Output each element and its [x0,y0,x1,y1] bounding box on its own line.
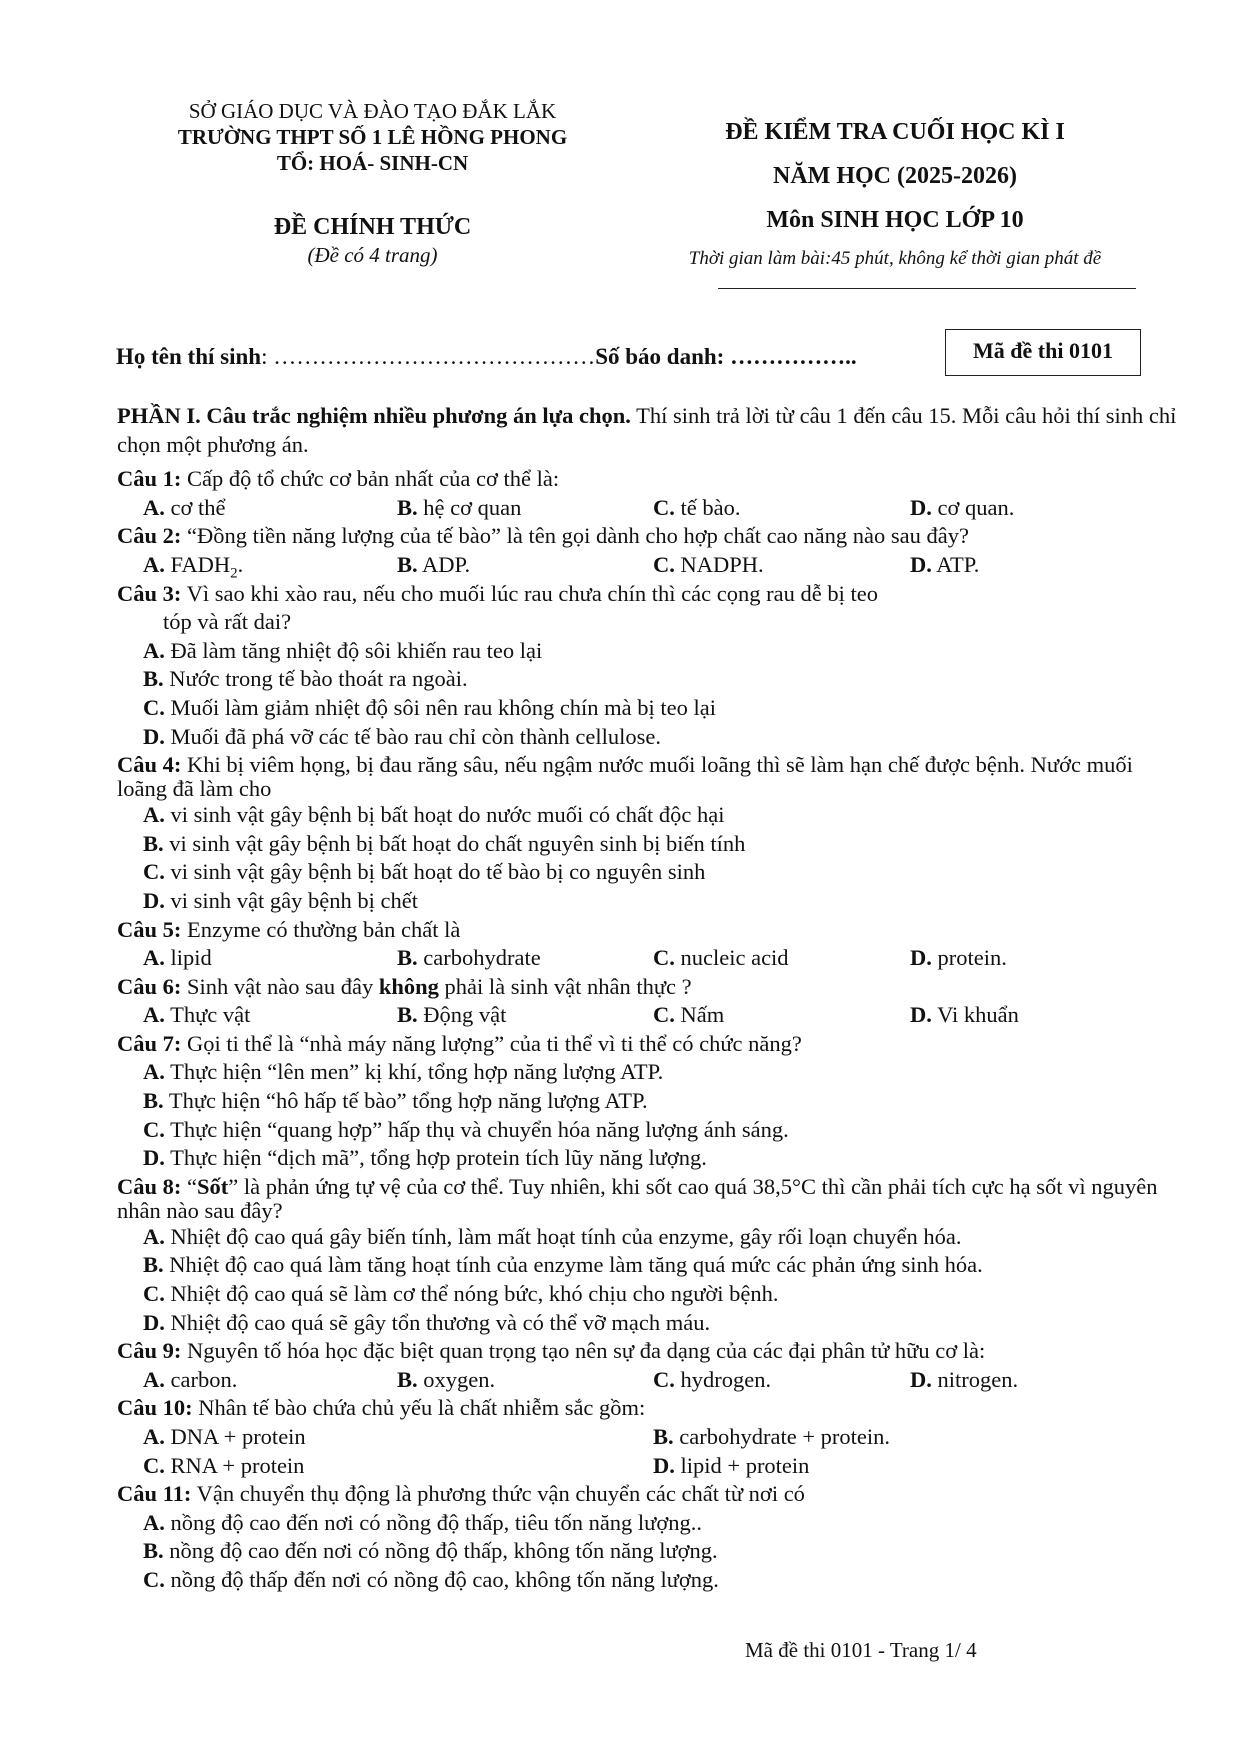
question-9 [117,1337,1182,1366]
question-number: Câu 2: [117,523,182,549]
question-text-end: phải là sinh vật nhân thực ? [438,973,692,999]
option-a: A. vi sinh vật gây bệnh bị bất hoạt do nước muối có chất độc hại [143,802,725,828]
option-b: carbohydrate + protein. [679,1424,890,1449]
options-1: A. cơ thể B. hệ cơ quan C. tế bào. D. cơ quan. [143,494,1015,520]
option-c: tế bào. [680,494,741,520]
question-7 [117,1030,1182,1059]
school-year: NĂM HỌC (2025-2026) [773,163,1017,189]
question-text-cont: tóp và rất dai? [163,609,292,635]
part1-instruction: Thí sinh trả lời từ câu 1 đến câu 15. Mỗi câu hỏi thí sinh chỉ chọn một phương án. [117,403,1177,457]
option-c: RNA + protein [170,1452,305,1478]
subject: Môn SINH HỌC LỚP 10 [766,207,1024,233]
options-6: A. Thực vật B. Động vật C. Nấm D. Vi khuẩn [143,1002,1019,1028]
option-c: nucleic acid [680,945,789,971]
question-number: Câu 6: [117,973,182,999]
question-number: Câu 1: [117,466,182,492]
name-label: Họ tên thí sinh [116,344,262,369]
option-b: Động vật [423,1002,507,1028]
question-number: Câu 7: [117,1030,182,1056]
question-text: “Đồng tiền năng lượng của tế bào” là tên gọi dành cho hợp chất cao năng nào sau đây? [181,523,969,549]
option-d: D. Muối đã phá vỡ các tế bào rau chỉ còn thành cellulose. [143,723,661,749]
question-number: Câu 5: [117,916,182,942]
option-c: C. Nhiệt độ cao quá sẽ làm cơ thể nóng bức, khó chịu cho người bệnh. [143,1281,779,1307]
part1-title: PHẦN I. Câu trắc nghiệm nhiều phương án lựa chọn. [117,403,631,428]
header-left [120,98,625,268]
option-d: D. Nhiệt độ cao quá sẽ gây tổn thương và có thể vỡ mạch máu. [143,1309,711,1335]
option-d: ATP. [936,551,980,577]
exam-title: ĐỀ KIỂM TRA CUỐI HỌC KÌ I [725,119,1065,145]
question-6 [117,973,1182,1002]
question-text: Sinh vật nào sau đây [181,973,379,999]
question-1 [117,465,1182,494]
sbd-dots: …………….. [724,344,857,369]
options-2: A. $FADH_2$. B. ADP. C. NADPH. D. ATP. [143,551,980,582]
option-b: B. Thực hiện “hô hấp tế bào” tổng hợp năng lượng ATP. [143,1088,648,1114]
option-d: D. vi sinh vật gây bệnh bị chết [143,887,418,913]
question-3 [117,580,1182,609]
question-number: Câu 8: [117,1173,182,1199]
option-c: hydrogen. [680,1366,772,1392]
question-2 [117,522,1182,551]
option-a: A. nồng độ cao đến nơi có nồng độ thấp, tiêu tốn năng lượng.. [143,1509,703,1535]
option-a: Thực vật [170,1002,251,1028]
option-a: carbon. [170,1366,238,1392]
question-text: Khi bị viêm họng, bị đau răng sâu, nếu ngậm nước muối loãng thì sẽ làm hạn chế được bệnh. Nước muối loãng đã làm cho [117,752,1133,802]
option-b: B. Nhiệt độ cao quá làm tăng hoạt tính của enzyme làm tăng quá mức các phản ứng sinh hóa. [143,1252,983,1278]
exam-code-box: Mã đề thi 0101 [945,329,1141,376]
option-a: cơ thể [170,494,226,520]
pages-note: (Đề có 4 trang) [307,243,438,267]
question-text: Nhân tế bào chứa chủ yếu là chất nhiễm sắc gồm: [192,1395,646,1421]
option-b: B. vi sinh vật gây bệnh bị bất hoạt do chất nguyên sinh bị biến tính [143,830,746,856]
group-name: TỔ: HOÁ- SINH-CN [276,151,469,175]
question-text: Cấp độ tổ chức cơ bản nhất của cơ thể là: [181,466,560,492]
candidate-line [116,344,857,370]
question-8 [117,1173,1182,1223]
question-emphasis: không [378,973,439,999]
header-right [635,110,1155,276]
option-d: nitrogen. [937,1366,1019,1392]
official-label: ĐỀ CHÍNH THỨC [273,214,472,240]
exam-content [117,402,1182,1595]
option-b: carbohydrate [423,945,541,971]
question-5 [117,916,1182,945]
option-d: Vi khuẩn [937,1002,1019,1028]
option-a: lipid [170,945,212,971]
question-number: Câu 3: [117,580,182,606]
option-b: hệ cơ quan [423,494,522,520]
question-text: Vì sao khi xào rau, nếu cho muối lúc rau chưa chín thì các cọng rau dễ bị teo [181,580,878,606]
options-5: A. lipid B. carbohydrate C. nucleic acid D. protein. [143,945,1007,971]
department-name: SỞ GIÁO DỤC VÀ ĐÀO TẠO ĐẮK LẮK [188,99,557,123]
option-b: ADP. [422,551,471,577]
option-c: NADPH. [680,551,764,577]
question-number: Câu 11: [117,1481,192,1507]
options-10-row2: C. RNA + protein D. lipid + protein [143,1452,810,1478]
time-note: Thời gian làm bài:45 phút, không kể thời gian phát đề [688,248,1102,269]
question-text: Vận chuyển thụ động là phương thức vận chuyển các chất từ nơi có [191,1481,805,1507]
question-text: ” là phản ứng tự vệ của cơ thể. Tuy nhiên, khi sốt cao quá 38,5°C thì cần phải tích cực hạ sốt vì nguyên nhân nào sau đây? [117,1173,1158,1223]
question-10 [117,1394,1182,1423]
question-text: Nguyên tố hóa học đặc biệt quan trọng tạo nên sự đa dạng của các đại phân tử hữu cơ là: [181,1338,986,1364]
option-c: C. vi sinh vật gây bệnh bị bất hoạt do tế bào bị co nguyên sinh [143,859,706,885]
part1-intro [117,402,1182,459]
option-b: B. Nước trong tế bào thoát ra ngoài. [143,666,468,692]
option-b: B. nồng độ cao đến nơi có nồng độ thấp, không tốn năng lượng. [143,1538,718,1564]
question-quote: “ [181,1173,198,1199]
option-c: C. nồng độ thấp đến nơi có nồng độ cao, không tốn năng lượng. [143,1566,719,1592]
sbd-label: Số báo danh: [595,344,725,369]
options-9: A. carbon. B. oxygen. C. hydrogen. D. nitrogen. [143,1366,1019,1392]
header-rule [718,288,1136,289]
question-text: Enzyme có thường bản chất là [181,916,461,942]
option-a: $FADH_2$. [170,551,244,582]
option-d: cơ quan. [937,494,1015,520]
option-d: protein. [937,945,1007,971]
option-a: A. Đã làm tăng nhiệt độ sôi khiến rau teo lại [143,637,543,663]
school-name: TRƯỜNG THPT SỐ 1 LÊ HỒNG PHONG [177,125,568,149]
page-footer: Mã đề thi 0101 - Trang 1/ 4 [745,1638,977,1662]
question-emphasis: Sốt [197,1173,229,1199]
question-4 [117,751,1182,801]
option-c: Nấm [680,1002,725,1028]
option-b: oxygen. [423,1366,496,1392]
question-number: Câu 9: [117,1338,182,1364]
option-a: A. Nhiệt độ cao quá gây biến tính, làm mất hoạt tính của enzyme, gây rối loạn chuyển hóa. [143,1223,962,1249]
option-c: C. Thực hiện “quang hợp” hấp thụ và chuyển hóa năng lượng ánh sáng. [143,1116,789,1142]
options-10-row1: A. DNA + protein B. carbohydrate + protein. [143,1424,890,1449]
question-number: Câu 10: [117,1395,193,1421]
question-text: Gọi ti thể là “nhà máy năng lượng” của ti thể vì ti thể có chức năng? [181,1030,802,1056]
question-number: Câu 4: [117,752,182,778]
option-d: D. Thực hiện “dịch mã”, tổng hợp protein tích lũy năng lượng. [143,1145,707,1171]
name-dots: : …………………………………… [261,344,596,369]
option-d: lipid + protein [680,1452,810,1478]
option-a: DNA + protein [170,1424,306,1449]
option-a: A. Thực hiện “lên men” kị khí, tổng hợp năng lượng ATP. [143,1059,664,1085]
question-11 [117,1480,1182,1509]
option-c: C. Muối làm giảm nhiệt độ sôi nên rau không chín mà bị teo lại [143,694,717,720]
